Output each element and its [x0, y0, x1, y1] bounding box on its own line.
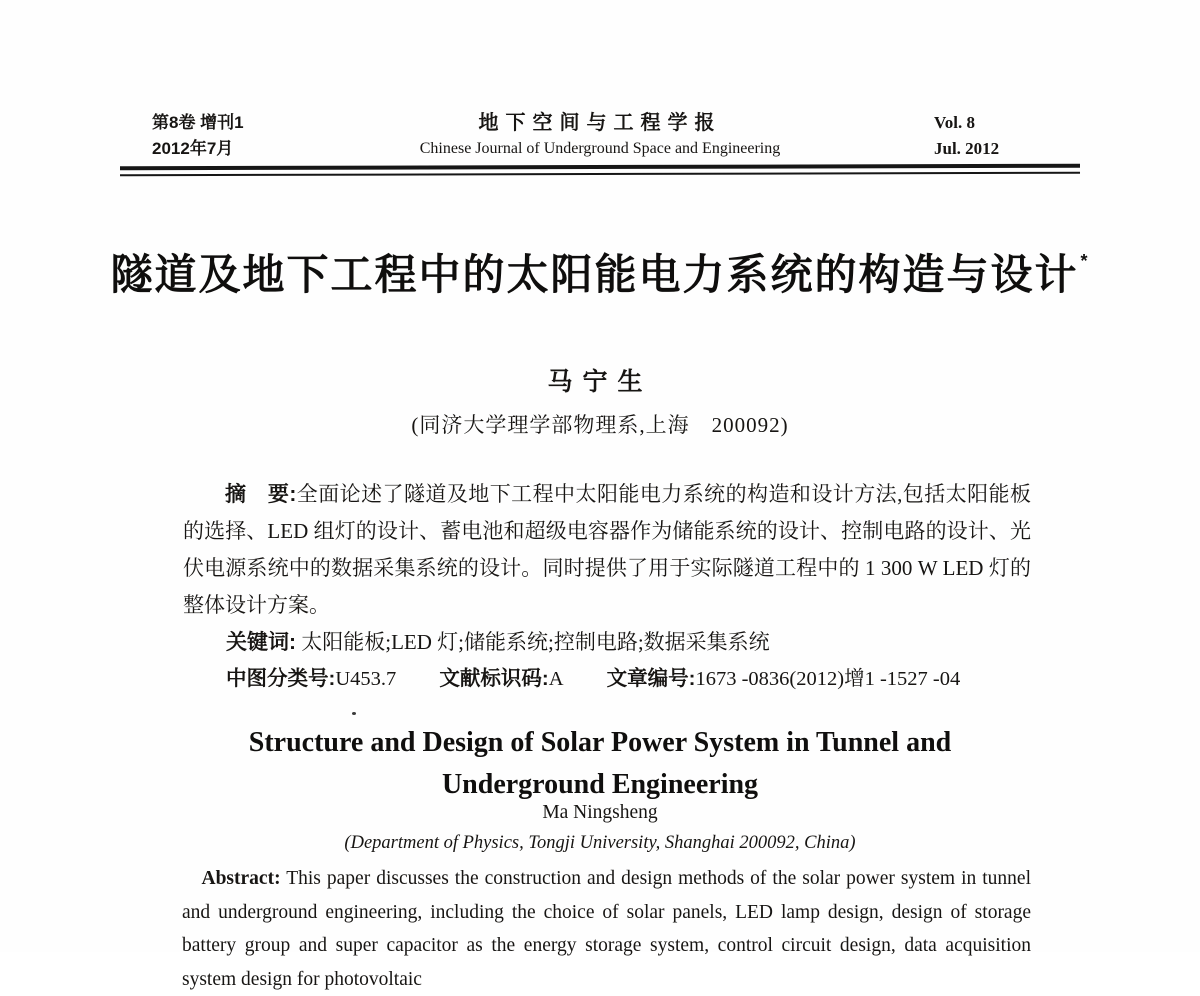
keywords-cn — [183, 627, 1031, 658]
abstract-en — [182, 862, 1031, 996]
article-title-en-line2: Underground Engineering — [441, 769, 759, 800]
doc-code-value: A — [548, 668, 564, 690]
author-name-en: Ma Ningsheng — [542, 802, 658, 823]
article-title-en-line1: Structure and Design of Solar Power System in Tunnel and — [248, 727, 952, 758]
abstract-text-en: This paper discusses the construction and design methods of the solar power system in tunnel and underground engineering, including the choice of solar panels, LED lamp design, design of storage battery group and super capacitor as the energy storage system, control circuit design, data acquisition system design for photovoltaic — [182, 868, 1031, 990]
article-id-group — [607, 668, 961, 690]
date-en: Jul. 2012 — [934, 139, 1000, 158]
clc-group — [226, 668, 396, 690]
affiliation-cn: (同济大学理学部物理系,上海 200092) — [411, 413, 789, 437]
issue-date-cn: 2012年7月 — [152, 139, 234, 158]
keywords-label-cn: 关键词: — [226, 631, 296, 654]
abstract-label-cn: 摘 要: — [225, 483, 297, 506]
doc-code-group — [439, 668, 563, 690]
journal-title-cn: 地下空间与工程学报 — [478, 112, 722, 134]
title-footnote-marker: * — [1080, 251, 1090, 271]
abstract-cn — [183, 476, 1031, 624]
article-id-value: 1673 -0836(2012)增1 -1527 -04 — [695, 668, 961, 690]
volume-en: Vol. 8 — [934, 113, 975, 132]
header-center-block — [290, 110, 910, 162]
article-title-en — [0, 722, 1200, 806]
journal-title-en: Chinese Journal of Underground Space and Engineering — [419, 140, 781, 157]
header-left-block — [120, 110, 290, 162]
abstract-label-en: Abstract: — [201, 868, 281, 889]
header-right-block — [910, 110, 1080, 162]
volume-issue-cn: 第8卷 增刊1 — [152, 113, 244, 132]
author-name-cn: 马宁生 — [547, 369, 653, 396]
scan-artifact-dot — [352, 712, 356, 715]
article-title-cn-text: 隧道及地下工程中的太阳能电力系统的构造与设计 — [110, 251, 1079, 298]
clc-value: U453.7 — [335, 668, 397, 690]
header-double-rule — [120, 164, 1080, 177]
article-title-cn — [0, 242, 1200, 302]
clc-label: 中图分类号: — [226, 667, 336, 690]
keywords-text-cn: 太阳能板;LED 灯;储能系统;控制电路;数据采集系统 — [296, 630, 770, 654]
abstract-text-cn: 全面论述了隧道及地下工程中太阳能电力系统的构造和设计方法,包括太阳能板的选择、LED 组灯的设计、蓄电池和超级电容器作为储能系统的设计、控制电路的设计、光伏电源系统中的数据采集系统的设计。同时提供了用于实际隧道工程中的 1 300 W LED 灯的整体设计方案。 — [183, 482, 1032, 617]
affiliation-en: (Department of Physics, Tongji University, Shanghai 200092, China) — [344, 833, 856, 853]
classification-line — [183, 664, 1053, 694]
journal-header — [120, 110, 1080, 162]
doc-code-label: 文献标识码: — [439, 667, 549, 690]
article-id-label: 文章编号: — [606, 667, 696, 690]
